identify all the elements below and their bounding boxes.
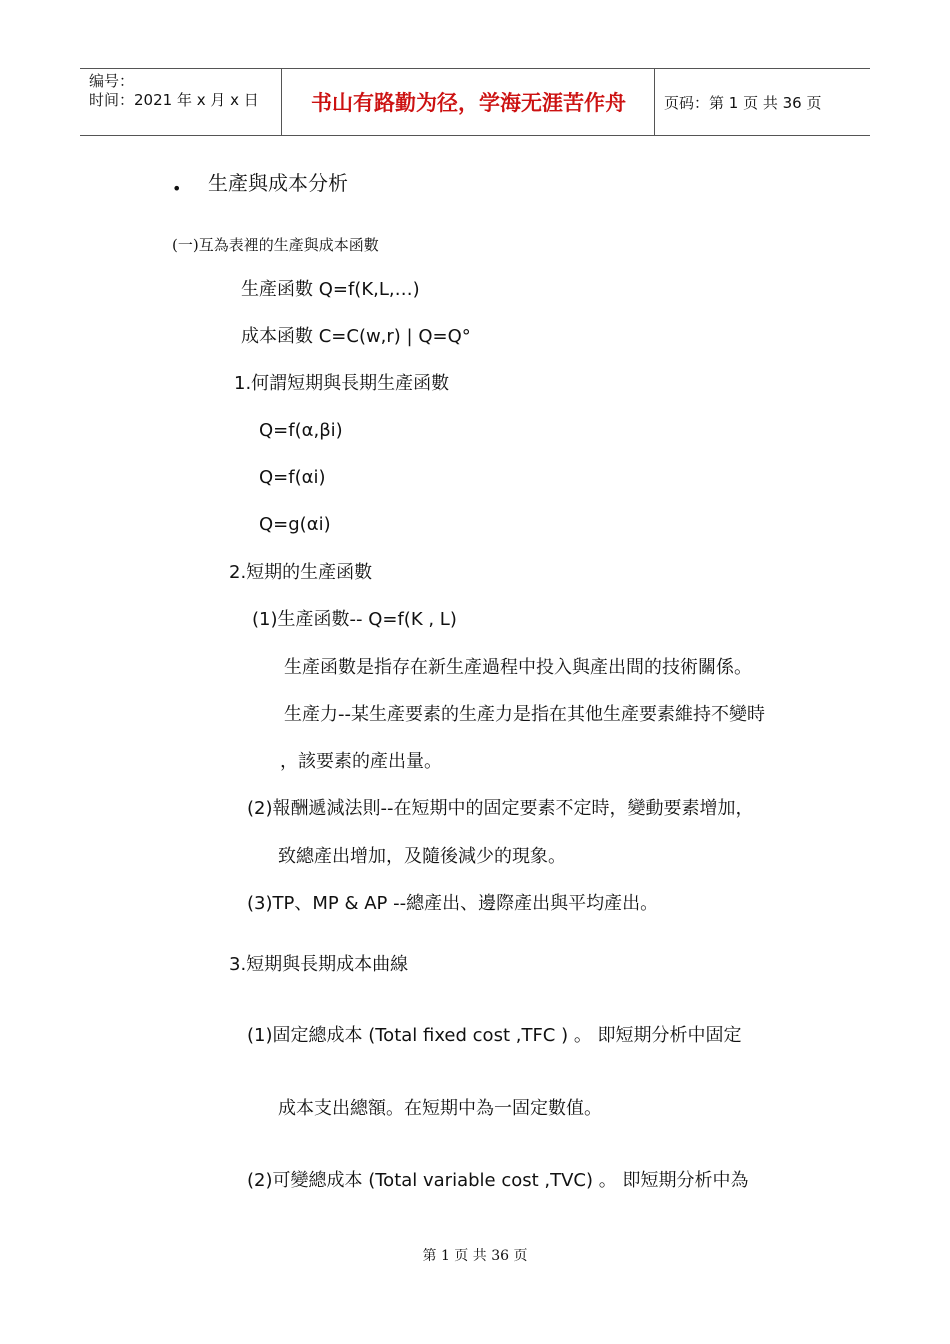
page-footer: 第 1 页 共 36 页: [422, 1248, 528, 1264]
body-line: Q=f(α,βi): [259, 420, 343, 441]
body-line: (1)固定總成本 (Total fixed cost ,TFC ) 。 即短期分析中固定: [247, 1025, 742, 1046]
header-motto: 书山有路勤为径，学海无涯苦作舟: [311, 91, 626, 115]
body-line: Q=g(αi): [259, 514, 331, 535]
document-number-label: 编号：: [89, 72, 135, 90]
body-line: (2)可變總成本 (Total variable cost ,TVC) 。 即短期分析中為: [247, 1170, 749, 1191]
document-date: 时间：2021 年 x 月 x 日: [89, 91, 259, 109]
header-meta: [89, 72, 259, 110]
bullet-icon: •: [172, 179, 182, 198]
body-line: 成本函數 C=C(w,r) | Q=Q°: [241, 326, 471, 347]
body-line: (2)報酬遞減法則--在短期中的固定要素不定時，變動要素增加，: [247, 798, 754, 819]
header-page-info: 页码：第 1 页 共 36 页: [664, 94, 822, 112]
body-line: 致總產出增加，及隨後減少的現象。: [278, 846, 566, 867]
body-line: 2.短期的生產函數: [229, 562, 373, 583]
body-line: 1.何謂短期與長期生產函數: [234, 373, 450, 394]
body-line: (3)TP、MP & AP --總產出、邊際產出與平均產出。: [247, 893, 659, 914]
body-line: 生產函數是指存在新生產過程中投入與產出間的技術關係。: [284, 657, 752, 678]
section-title: 生產與成本分析: [208, 171, 348, 195]
body-line: 生產力--某生產要素的生產力是指在其他生產要素維持不變時: [284, 704, 765, 725]
sub-heading: (一)互為表裡的生產與成本函數: [172, 236, 379, 254]
body-line: 3.短期與長期成本曲線: [229, 954, 409, 975]
body-line: ，該要素的產出量。: [280, 751, 442, 772]
document-header: [80, 68, 870, 136]
body-line: 生產函數 Q=f(K,L,…): [241, 279, 420, 300]
body-line: (1)生產函數-- Q=f(K , L): [252, 609, 457, 630]
body-line: Q=f(αi): [259, 467, 326, 488]
body-line: 成本支出總額。在短期中為一固定數值。: [278, 1098, 602, 1119]
